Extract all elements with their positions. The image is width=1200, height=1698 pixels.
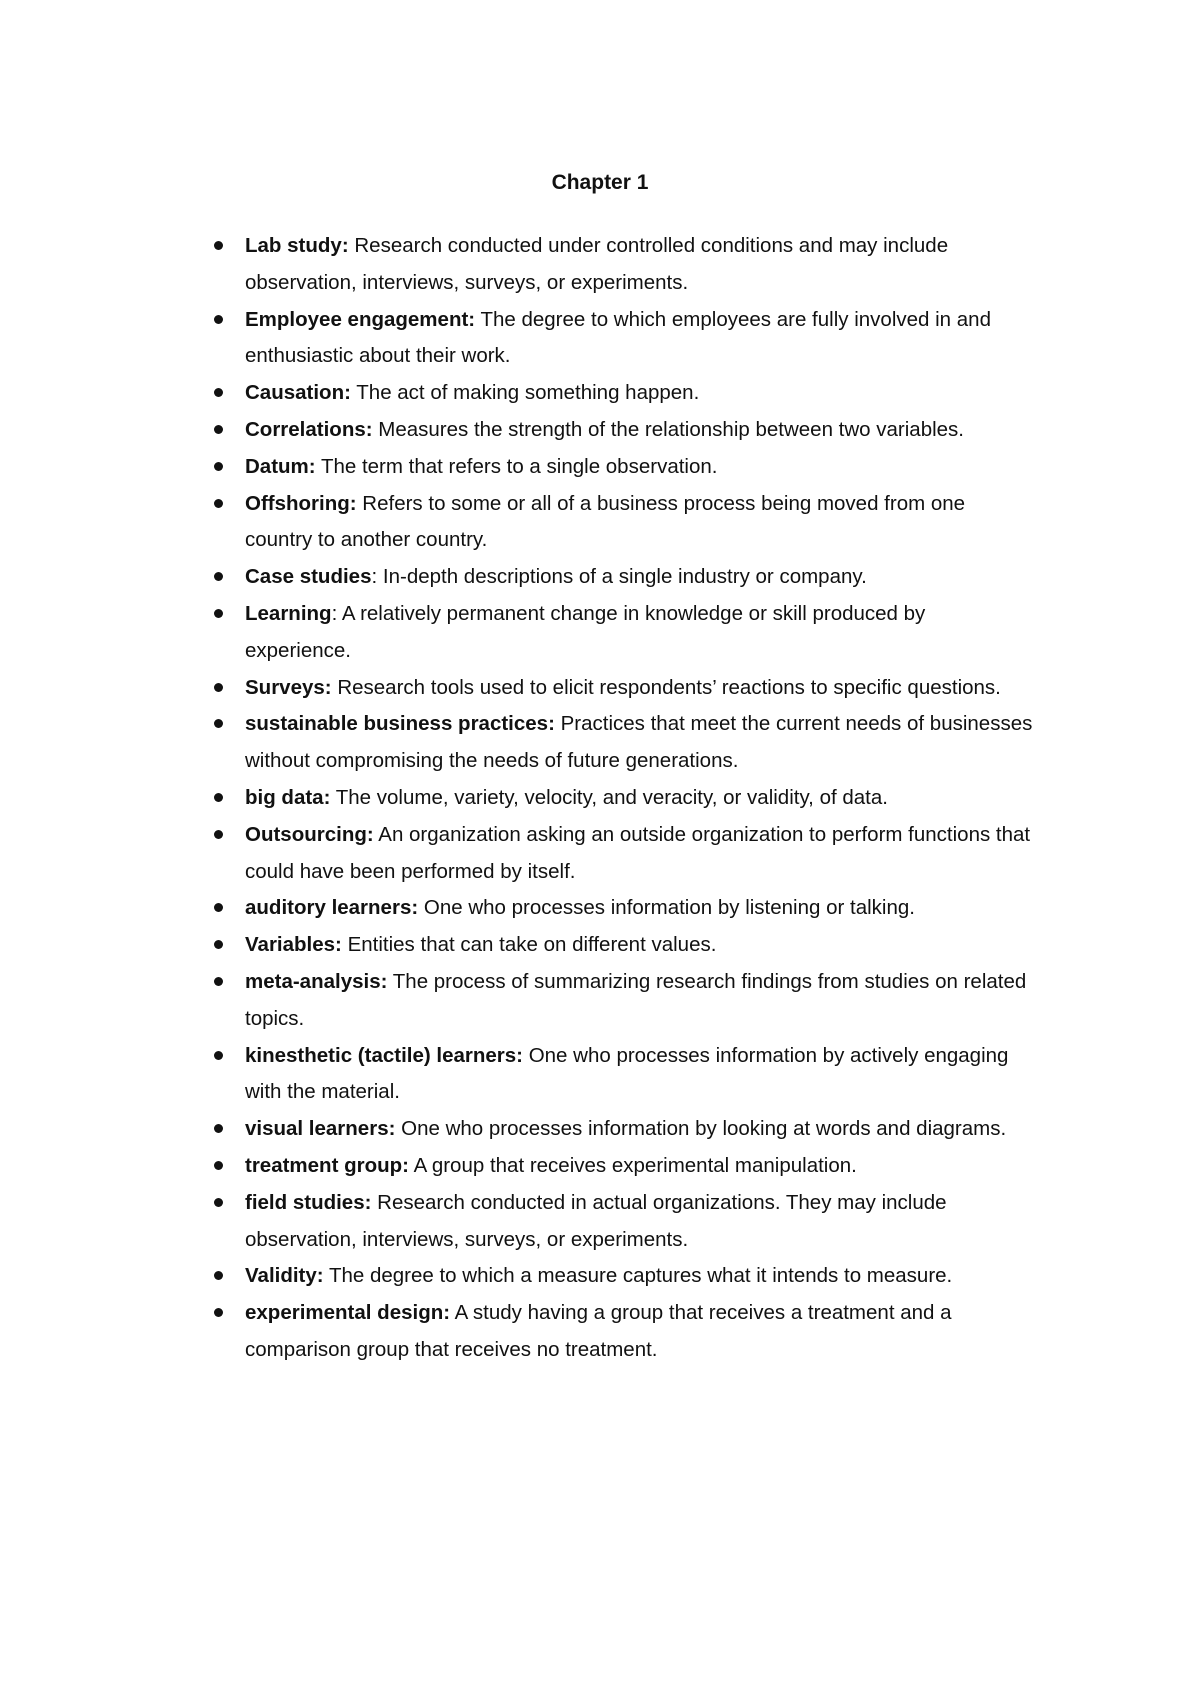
bullet-icon xyxy=(214,572,223,581)
term-definition: Research conducted under controlled conditions and may include observation, interviews, surveys, or experiments. xyxy=(245,234,949,294)
term-definition: Entities that can take on different values. xyxy=(347,933,717,957)
term-label: Datum: xyxy=(245,454,316,478)
term-label: Learning xyxy=(245,601,332,625)
term-separator: : xyxy=(331,601,342,625)
bullet-icon xyxy=(214,609,223,618)
list-item xyxy=(205,964,1035,1038)
bullet-icon xyxy=(214,903,223,912)
term-label: Causation: xyxy=(245,381,351,405)
term-label: meta-analysis: xyxy=(245,969,388,993)
list-item xyxy=(205,559,1035,596)
term-definition: An organization asking an outside organization to perform functions that could have been performed by itself. xyxy=(245,822,1031,883)
list-item xyxy=(205,817,1035,891)
list-item xyxy=(205,670,1035,707)
list-item xyxy=(205,1295,1035,1369)
term-definition: One who processes information by listening or talking. xyxy=(423,896,915,920)
term-separator: : xyxy=(371,565,383,589)
term-definition: The term that refers to a single observation. xyxy=(320,454,718,478)
term-label: auditory learners: xyxy=(245,896,419,920)
bullet-icon xyxy=(214,977,223,986)
list-item xyxy=(205,375,1035,412)
term-definition: One who processes information by actively engaging with the material. xyxy=(245,1043,1009,1104)
term-label: Outsourcing: xyxy=(245,822,374,846)
term-definition: A relatively permanent change in knowledge or skill produced by experience. xyxy=(245,601,926,662)
bullet-icon xyxy=(214,388,223,397)
bullet-icon xyxy=(214,683,223,692)
list-item xyxy=(205,1258,1035,1295)
term-definition: Refers to some or all of a business process being moved from one country to another country. xyxy=(245,491,966,552)
bullet-icon xyxy=(214,1051,223,1060)
list-item xyxy=(205,1111,1035,1148)
term-label: sustainable business practices: xyxy=(245,712,555,736)
bullet-icon xyxy=(214,499,223,508)
term-label: experimental design: xyxy=(245,1301,451,1325)
list-item xyxy=(205,596,1035,670)
term-definition: The act of making something happen. xyxy=(356,381,700,405)
list-item xyxy=(205,449,1035,486)
term-definition: The degree to which a measure captures what it intends to measure. xyxy=(328,1264,953,1288)
list-item xyxy=(205,412,1035,449)
term-label: field studies: xyxy=(245,1190,372,1214)
list-item xyxy=(205,706,1035,780)
list-item xyxy=(205,1148,1035,1185)
term-label: Correlations: xyxy=(245,417,373,441)
bullet-icon xyxy=(214,1161,223,1170)
term-definition: Practices that meet the current needs of businesses without compromising the needs of future generations. xyxy=(245,712,1033,773)
list-item xyxy=(205,302,1035,376)
term-definition: Research conducted in actual organizations. They may include observation, interviews, surveys, or experiments. xyxy=(245,1190,947,1251)
term-definition: A group that receives experimental manipulation. xyxy=(413,1153,857,1177)
list-item xyxy=(205,228,1035,302)
bullet-icon xyxy=(214,793,223,802)
term-list xyxy=(205,228,1035,1369)
term-definition: Measures the strength of the relationship between two variables. xyxy=(378,417,965,441)
bullet-icon xyxy=(214,719,223,728)
term-definition: In-depth descriptions of a single industry or company. xyxy=(382,565,867,589)
bullet-icon xyxy=(214,940,223,949)
bullet-icon xyxy=(214,462,223,471)
list-item xyxy=(205,927,1035,964)
list-item xyxy=(205,486,1035,560)
term-label: treatment group: xyxy=(245,1153,409,1177)
bullet-icon xyxy=(214,315,223,324)
bullet-icon xyxy=(214,1271,223,1280)
term-definition: A study having a group that receives a treatment and a comparison group that receives no treatment. xyxy=(245,1301,952,1361)
term-label: Surveys: xyxy=(245,675,332,699)
list-item xyxy=(205,1038,1035,1112)
bullet-icon xyxy=(214,1124,223,1133)
page-title: Chapter 1 xyxy=(551,171,649,194)
term-definition: The degree to which employees are fully involved in and enthusiastic about their work. xyxy=(245,307,991,368)
list-item xyxy=(205,780,1035,817)
bullet-icon xyxy=(214,830,223,839)
term-label: Offshoring: xyxy=(245,491,357,515)
term-label: Validity: xyxy=(245,1264,324,1288)
term-label: Case studies xyxy=(245,565,372,589)
term-definition: The process of summarizing research findings from studies on related topics. xyxy=(245,969,1027,1030)
term-definition: The volume, variety, velocity, and veracity, or validity, of data. xyxy=(335,785,888,809)
bullet-icon xyxy=(214,241,223,250)
term-label: big data: xyxy=(245,785,331,809)
term-label: Employee engagement: xyxy=(245,307,476,331)
bullet-icon xyxy=(214,425,223,434)
term-label: Lab study: xyxy=(245,234,349,257)
term-label: kinesthetic (tactile) learners: xyxy=(245,1043,523,1067)
bullet-icon xyxy=(214,1308,223,1317)
list-item xyxy=(205,890,1035,927)
list-item xyxy=(205,1185,1035,1259)
term-definition: One who processes information by looking at words and diagrams. xyxy=(401,1117,1007,1141)
bullet-icon xyxy=(214,1198,223,1207)
term-label: Variables: xyxy=(245,933,342,957)
term-label: visual learners: xyxy=(245,1117,396,1141)
term-definition: Research tools used to elicit respondents’ reactions to specific questions. xyxy=(337,675,1001,699)
